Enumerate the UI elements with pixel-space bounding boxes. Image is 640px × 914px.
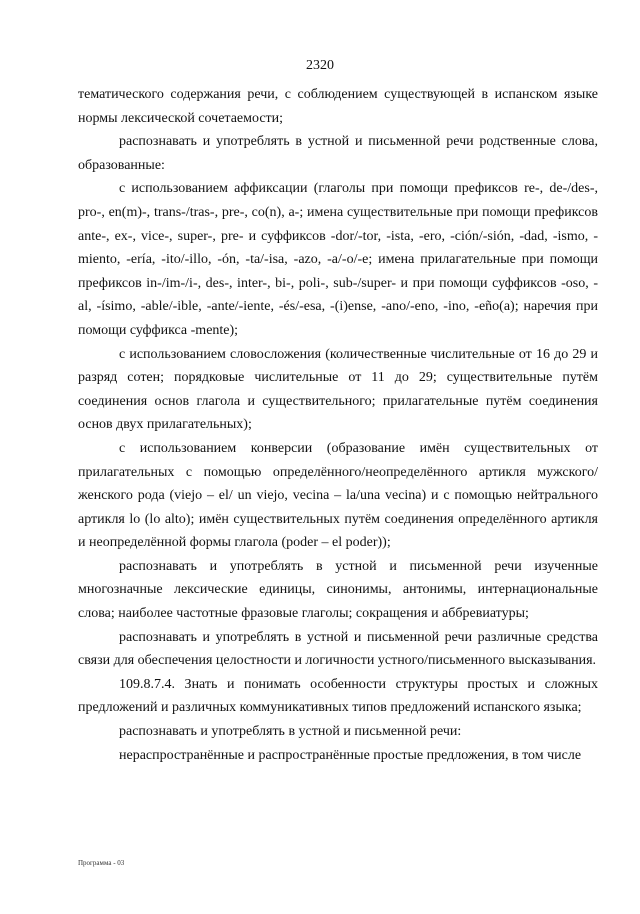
paragraph: с использованием словосложения (количественные числительные от 16 до 29 и разряд сотен; порядковые числительные от 11 до 29; существительные путём соединения основ глагола и существительного; прилагательные путём соединения основ двух прилагательных); [78, 346, 598, 433]
body-text [78, 83, 598, 767]
paragraph: с использованием конверсии (образование имён существительных от прилагательных с помощью определённого/неопределённого артикля мужского/женского рода (viejo – el/ un viejo, vecina – la/una vecina) и с помощью нейтрального артикля lo (lo alto); имён существительных путём соединения определённого артикля и неопределённой формы глагола (poder – el poder)); [78, 440, 598, 551]
paragraph: распознавать и употреблять в устной и письменной речи различные средства связи для обеспечения целостности и логичности устного/письменного высказывания. [78, 629, 598, 669]
paragraph-continuation: тематического содержания речи, с соблюдением существующей в испанском языке нормы лексической сочетаемости; [78, 87, 598, 126]
paragraph: распознавать и употреблять в устной и письменной речи родственные слова, образованные: [78, 134, 598, 173]
paragraph: распознавать и употреблять в устной и письменной речи: [119, 724, 462, 740]
paragraph: с использованием аффиксации (глаголы при помощи префиксов re-, de-/des-, pro-, en(m)-, trans-/tras-, pre-, co(n), a-; имена существительные при помощи префиксов ante-, ex-, vice-, super-, pre- и суффиксов -dor/-tor, -ista, -ero, -ción/-sión, -dad, -ismo, -miento, -ería, -ito/-illo, -ón, -ta/-isa, -azo, -a/-o/-e; имена прилагательные при помощи префиксов in-/im-/i-, des-, inter-, bi-, poli-, sub-/super- и при помощи суффиксов -oso, -al, -ísimo, -able/-ible, -ante/-iente, -és/-esa, -(i)ense, -ano/-eno, -ino, -eño(a); наречия при помощи суффикса -mente); [78, 181, 598, 338]
page-footer: Программа - 03 [78, 859, 125, 867]
paragraph: распознавать и употреблять в устной и письменной речи изученные многозначные лексические единицы, синонимы, антонимы, интернациональные слова; наиболее частотные фразовые глаголы; сокращения и аббревиатуры; [78, 558, 598, 622]
paragraph: 109.8.7.4. Знать и понимать особенности структуры простых и сложных предложений и различных коммуникативных типов предложений испанского языка; [78, 676, 598, 716]
page-number: 2320 [306, 58, 334, 73]
paragraph: нераспространённые и распространённые простые предложения, в том числе [119, 747, 582, 763]
